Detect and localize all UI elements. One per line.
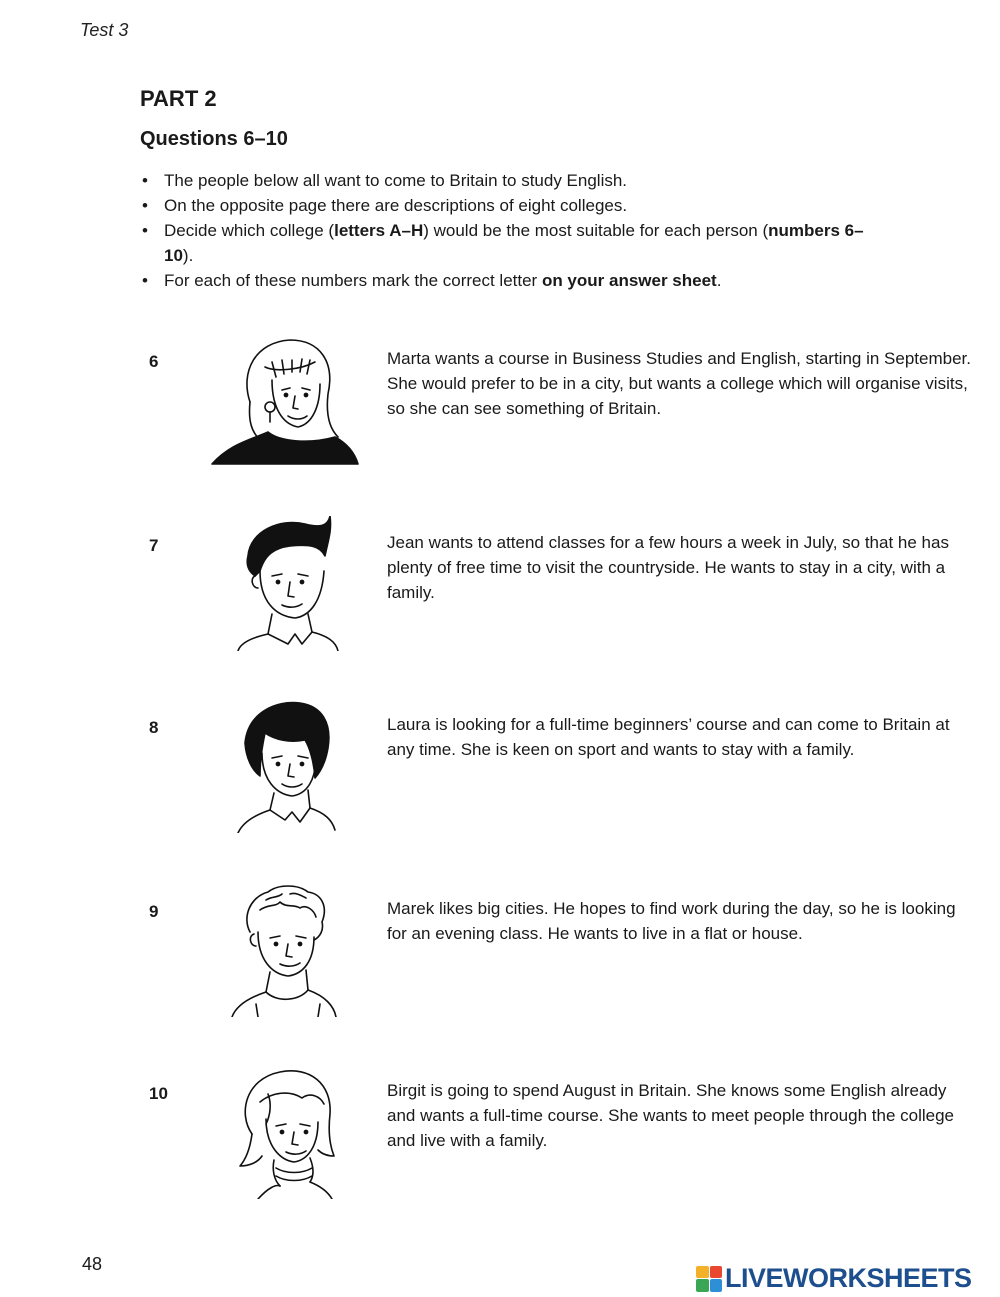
questions-title: Questions 6–10 bbox=[140, 128, 288, 150]
logo-square bbox=[710, 1279, 723, 1292]
question-number: 9 bbox=[149, 902, 159, 921]
logo-square bbox=[710, 1266, 723, 1279]
person-description: Marta wants a course in Business Studies and English, starting in September. She would prefer to be in a city, but wants a college which will organise visits, so she can see something of Britain. bbox=[387, 349, 971, 418]
liveworksheets-logo bbox=[696, 1263, 972, 1294]
liveworksheets-mark-icon bbox=[696, 1266, 722, 1292]
man-portrait-icon bbox=[210, 516, 360, 651]
logo-square bbox=[696, 1279, 709, 1292]
woman-short-hair-portrait-icon bbox=[210, 698, 360, 833]
instruction-item: • For each of these numbers mark the correct letter on your answer sheet. bbox=[140, 268, 880, 293]
page-number: 48 bbox=[82, 1254, 103, 1274]
part-title: PART 2 bbox=[140, 86, 217, 111]
brand-name: LIVEWORKSHEETS bbox=[725, 1263, 972, 1293]
man-curly-hair-portrait-icon bbox=[210, 882, 360, 1017]
instruction-item: • On the opposite page there are descriptions of eight colleges. bbox=[140, 193, 880, 218]
person-description: Laura is looking for a full-time beginners’ course and can come to Britain at any time. She is keen on sport and wants to stay with a family. bbox=[387, 715, 950, 759]
person-description: Marek likes big cities. He hopes to find work during the day, so he is looking for an evening class. He wants to live in a flat or house. bbox=[387, 899, 956, 943]
instruction-item: • Decide which college (letters A–H) would be the most suitable for each person (numbers 6–10). bbox=[140, 218, 880, 268]
test-label: Test 3 bbox=[80, 20, 129, 40]
question-number: 7 bbox=[149, 536, 159, 555]
person-description: Birgit is going to spend August in Britain. She knows some English already and wants a full-time course. She wants to meet people through the college and live with a family. bbox=[387, 1081, 955, 1150]
logo-square bbox=[696, 1266, 709, 1279]
woman-bob-hair-portrait-icon bbox=[210, 1064, 360, 1199]
woman-portrait-icon bbox=[210, 332, 360, 467]
instructions-list bbox=[140, 168, 880, 293]
instruction-item: • The people below all want to come to Britain to study English. bbox=[140, 168, 880, 193]
person-description: Jean wants to attend classes for a few hours a week in July, so that he has plenty of free time to visit the countryside. He wants to stay in a city, with a family. bbox=[387, 533, 949, 602]
question-number: 10 bbox=[149, 1084, 168, 1103]
question-number: 8 bbox=[149, 718, 159, 737]
question-number: 6 bbox=[149, 352, 159, 371]
